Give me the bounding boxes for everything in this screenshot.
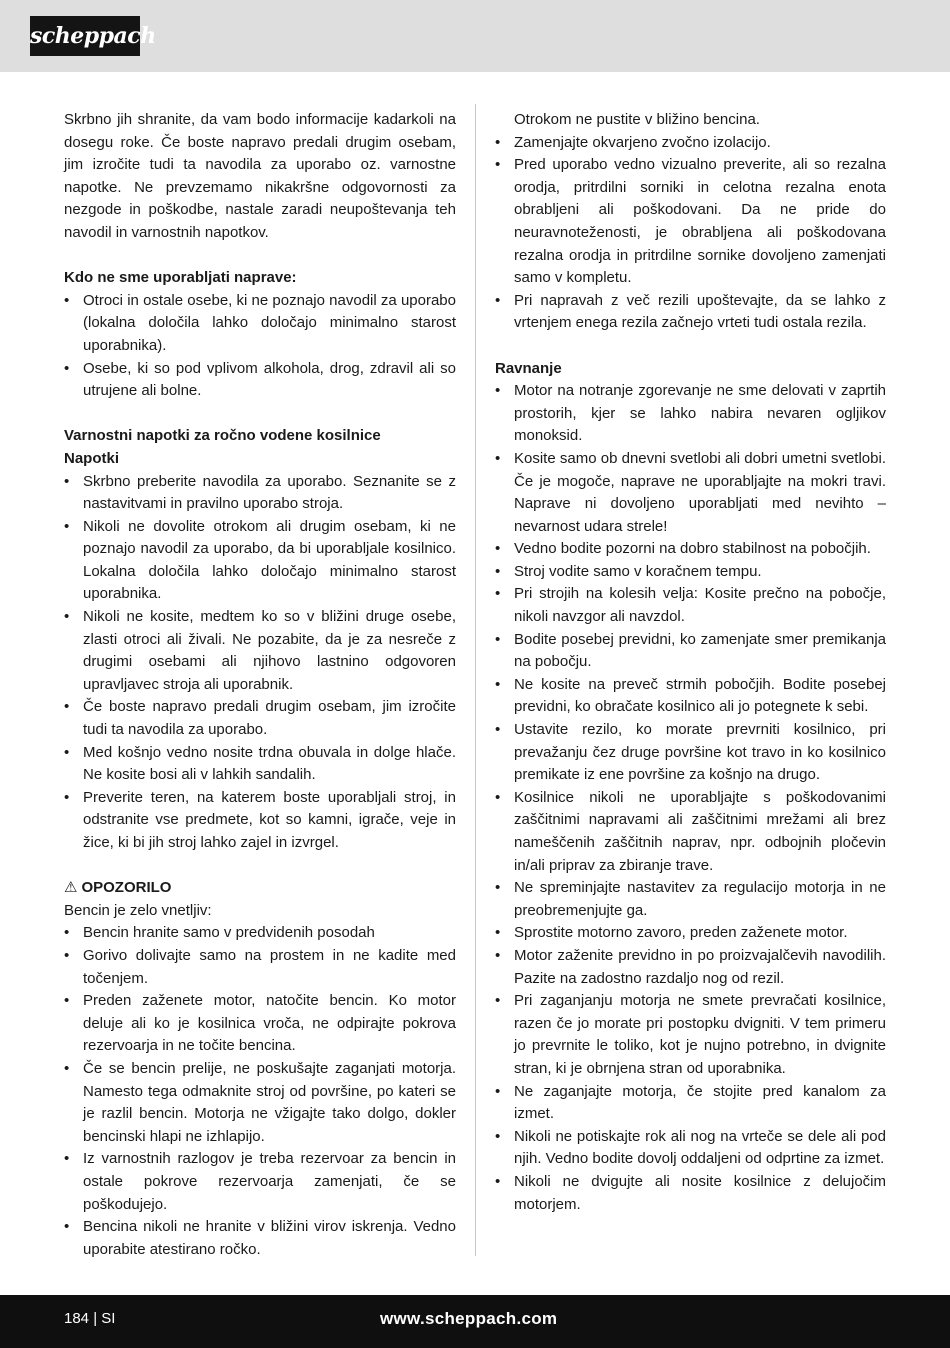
list-item: • Kosite samo ob dnevni svetlobi ali dobri umetni svetlobi. Če je mogoče, naprave ne uporabljajte na mokri travi. Naprave ni dovoljeno uporabljati med nevihto – nevarnost udara strele!	[495, 448, 886, 538]
list-item: • Pri strojih na kolesih velja: Kosite prečno na pobočje, nikoli navzgor ali navzdol.	[495, 583, 886, 628]
warning-triangle-icon: ⚠	[64, 879, 78, 897]
warning-heading-row	[64, 877, 456, 900]
list-item: • Če se bencin prelije, ne poskušajte zaganjati motorja. Namesto tega odmaknite stroj od površine, po kateri se je razlil bencin. Motorja ne vžigajte tako dolgo, dokler bencinski hlapi ne izhlapijo.	[64, 1058, 456, 1148]
warning-intro: Bencin je zelo vnetljiv:	[64, 901, 212, 919]
list-item: • Otroci in ostale osebe, ki ne poznajo navodil za uporabo (lokalna določila lahko določajo minimalno starost uporabnika).	[64, 290, 456, 358]
list-item: • Pred uporabo vedno vizualno preverite, ali so rezalna orodja, pritrdilni sorniki in celotna rezalna enota obrabljeni ali poškodovani. Da ne pride do neuravnoteženosti, je obrabljena ali poškodovana rezalna orodja in pritrdilne sornike dovoljeno zamenjati samo v kompletu.	[495, 154, 886, 290]
list-item: • Nikoli ne dvigujte ali nosite kosilnice z delujočim motorjem.	[495, 1171, 886, 1216]
intro-paragraph: Skrbno jih shranite, da vam bodo informacije kadarkoli na dosegu roke. Če boste napravo predali drugim osebam, jim izročite tudi ta navodila za uporabo oz. varnostne napotke. Ne prevzemamo nikakršne odgovornosti za nezgode in poškodbe, nastale zaradi neupoštevanja teh navodil in varnostnih napotkov.	[64, 111, 456, 241]
list-item: • Vedno bodite pozorni na dobro stabilnost na pobočjih.	[495, 538, 886, 561]
list-item: • Nikoli ne potiskajte rok ali nog na vrteče se dele ali pod njih. Vedno bodite dovolj oddaljeni od odprtine za izmet.	[495, 1126, 886, 1171]
website-url[interactable]: www.scheppach.com	[380, 1309, 558, 1328]
who-list	[64, 290, 456, 403]
list-item: • Kosilnice nikoli ne uporabljajte s poškodovanimi zaščitnimi napravami ali zaščitnimi mrežami ali brez nameščenih zaščitnih naprav, npr. odbojnih pločevin in/ali priprav za zbiranje trave.	[495, 787, 886, 877]
warning-heading: OPOZORILO	[81, 879, 172, 897]
ravnanje-list	[495, 380, 886, 1216]
page-language: SI	[101, 1310, 116, 1327]
safety-heading: Varnostni napotki za ročno vodene kosilnice	[64, 427, 381, 445]
list-item: • Sprostite motorno zavoro, preden zaženete motor.	[495, 922, 886, 945]
header-band	[0, 0, 950, 72]
footer-bar	[0, 1295, 950, 1348]
list-item: • Motor zaženite previdno in po proizvajalčevih navodilih. Pazite na zadostno razdaljo nog od rezil.	[495, 945, 886, 990]
list-item: • Bencin hranite samo v predvidenih posodah	[64, 922, 456, 945]
list-item: • Bodite posebej previdni, ko zamenjate smer premikanja na pobočju.	[495, 629, 886, 674]
page-number: 184	[64, 1310, 90, 1327]
left-column	[64, 109, 456, 1261]
ravnanje-heading: Ravnanje	[495, 359, 562, 377]
list-item: • Pri napravah z več rezili upoštevajte, da se lahko z vrtenjem enega rezila začnejo vrteti tudi ostala rezila.	[495, 290, 886, 335]
brand-logo-text: scheppach	[30, 23, 156, 49]
list-item: • Preverite teren, na katerem boste uporabljali stroj, in odstranite vse predmete, kot so kamni, igrače, veje in žice, ki bi jih stroj lahko zajel in izvrgel.	[64, 787, 456, 855]
right-column	[495, 109, 886, 1216]
list-item: • Bencina nikoli ne hranite v bližini virov iskrenja. Vedno uporabite atestirano ročko.	[64, 1216, 456, 1261]
napotki-heading: Napotki	[64, 449, 120, 467]
napotki-list	[64, 471, 456, 855]
list-item-continuation: Otrokom ne pustite v bližino bencina.	[514, 111, 760, 128]
list-item: • Če boste napravo predali drugim osebam, jim izročite tudi ta navodila za uporabo.	[64, 696, 456, 741]
list-item: • Ustavite rezilo, ko morate prevrniti kosilnico, pri prevažanju čez druge površine kot travo in ko kosilnico premikate iz ene površine za košnjo na drugo.	[495, 719, 886, 787]
brand-logo	[30, 16, 156, 56]
page-number-row	[64, 1295, 115, 1343]
who-heading: Kdo ne sme uporabljati naprave:	[64, 269, 297, 287]
list-item: • Med košnjo vedno nosite trdna obuvala in dolge hlače. Ne kosite bosi ali v lahkih sandalih.	[64, 742, 456, 787]
list-item: • Iz varnostnih razlogov je treba rezervoar za bencin in ostale pokrove rezervoarja zamenjati, če se poškodujejo.	[64, 1148, 456, 1216]
list-item: • Nikoli ne kosite, medtem ko so v bližini druge osebe, zlasti otroci ali živali. Ne pozabite, da je za nesreče z drugimi osebami ali njihovo lastnino odgovoren upravljavec stroja ali uporabnik.	[64, 606, 456, 696]
list-item: • Ne kosite na preveč strmih pobočjih. Bodite posebej previdni, ko obračate kosilnico ali jo potegnete k sebi.	[495, 674, 886, 719]
list-item: • Stroj vodite samo v koračnem tempu.	[495, 561, 886, 584]
page-separator: |	[93, 1310, 98, 1327]
list-item: • Zamenjajte okvarjeno zvočno izolacijo.	[495, 132, 886, 155]
list-item: • Preden zaženete motor, natočite bencin. Ko motor deluje ali ko je kosilnica vroča, ne odpirajte pokrova rezervoarja in ne točite bencina.	[64, 990, 456, 1058]
column-divider	[475, 104, 476, 1256]
list-item: • Pri zaganjanju motorja ne smete prevračati kosilnice, razen če jo morate pri postopku dvigniti. V tem primeru jo prevrnite le toliko, kot je nujno potrebno, in dvignite stran, ki je obrnjena stran od uporabnika.	[495, 990, 886, 1080]
list-item: • Skrbno preberite navodila za uporabo. Seznanite se z nastavitvami in pravilno uporabo stroja.	[64, 471, 456, 516]
list-item: • Gorivo dolivajte samo na prostem in ne kadite med točenjem.	[64, 945, 456, 990]
list-item: • Motor na notranje zgorevanje ne sme delovati v zaprtih prostorih, kjer se lahko nabira nevaren ogljikov monoksid.	[495, 380, 886, 448]
list-item: • Ne zaganjajte motorja, če stojite pred kanalom za izmet.	[495, 1081, 886, 1126]
list-item: • Nikoli ne dovolite otrokom ali drugim osebam, ki ne poznajo navodil za uporabo, da bi uporabljale kosilnico. Lokalna določila lahko določajo minimalno starost uporabnika.	[64, 516, 456, 606]
list-item: • Osebe, ki so pod vplivom alkohola, drog, zdravil ali so utrujene ali bolne.	[64, 358, 456, 403]
list-item: • Ne spreminjajte nastavitev za regulacijo motorja in ne preobremenjujte ga.	[495, 877, 886, 922]
continuation-list	[495, 109, 886, 335]
warning-list	[64, 922, 456, 1261]
